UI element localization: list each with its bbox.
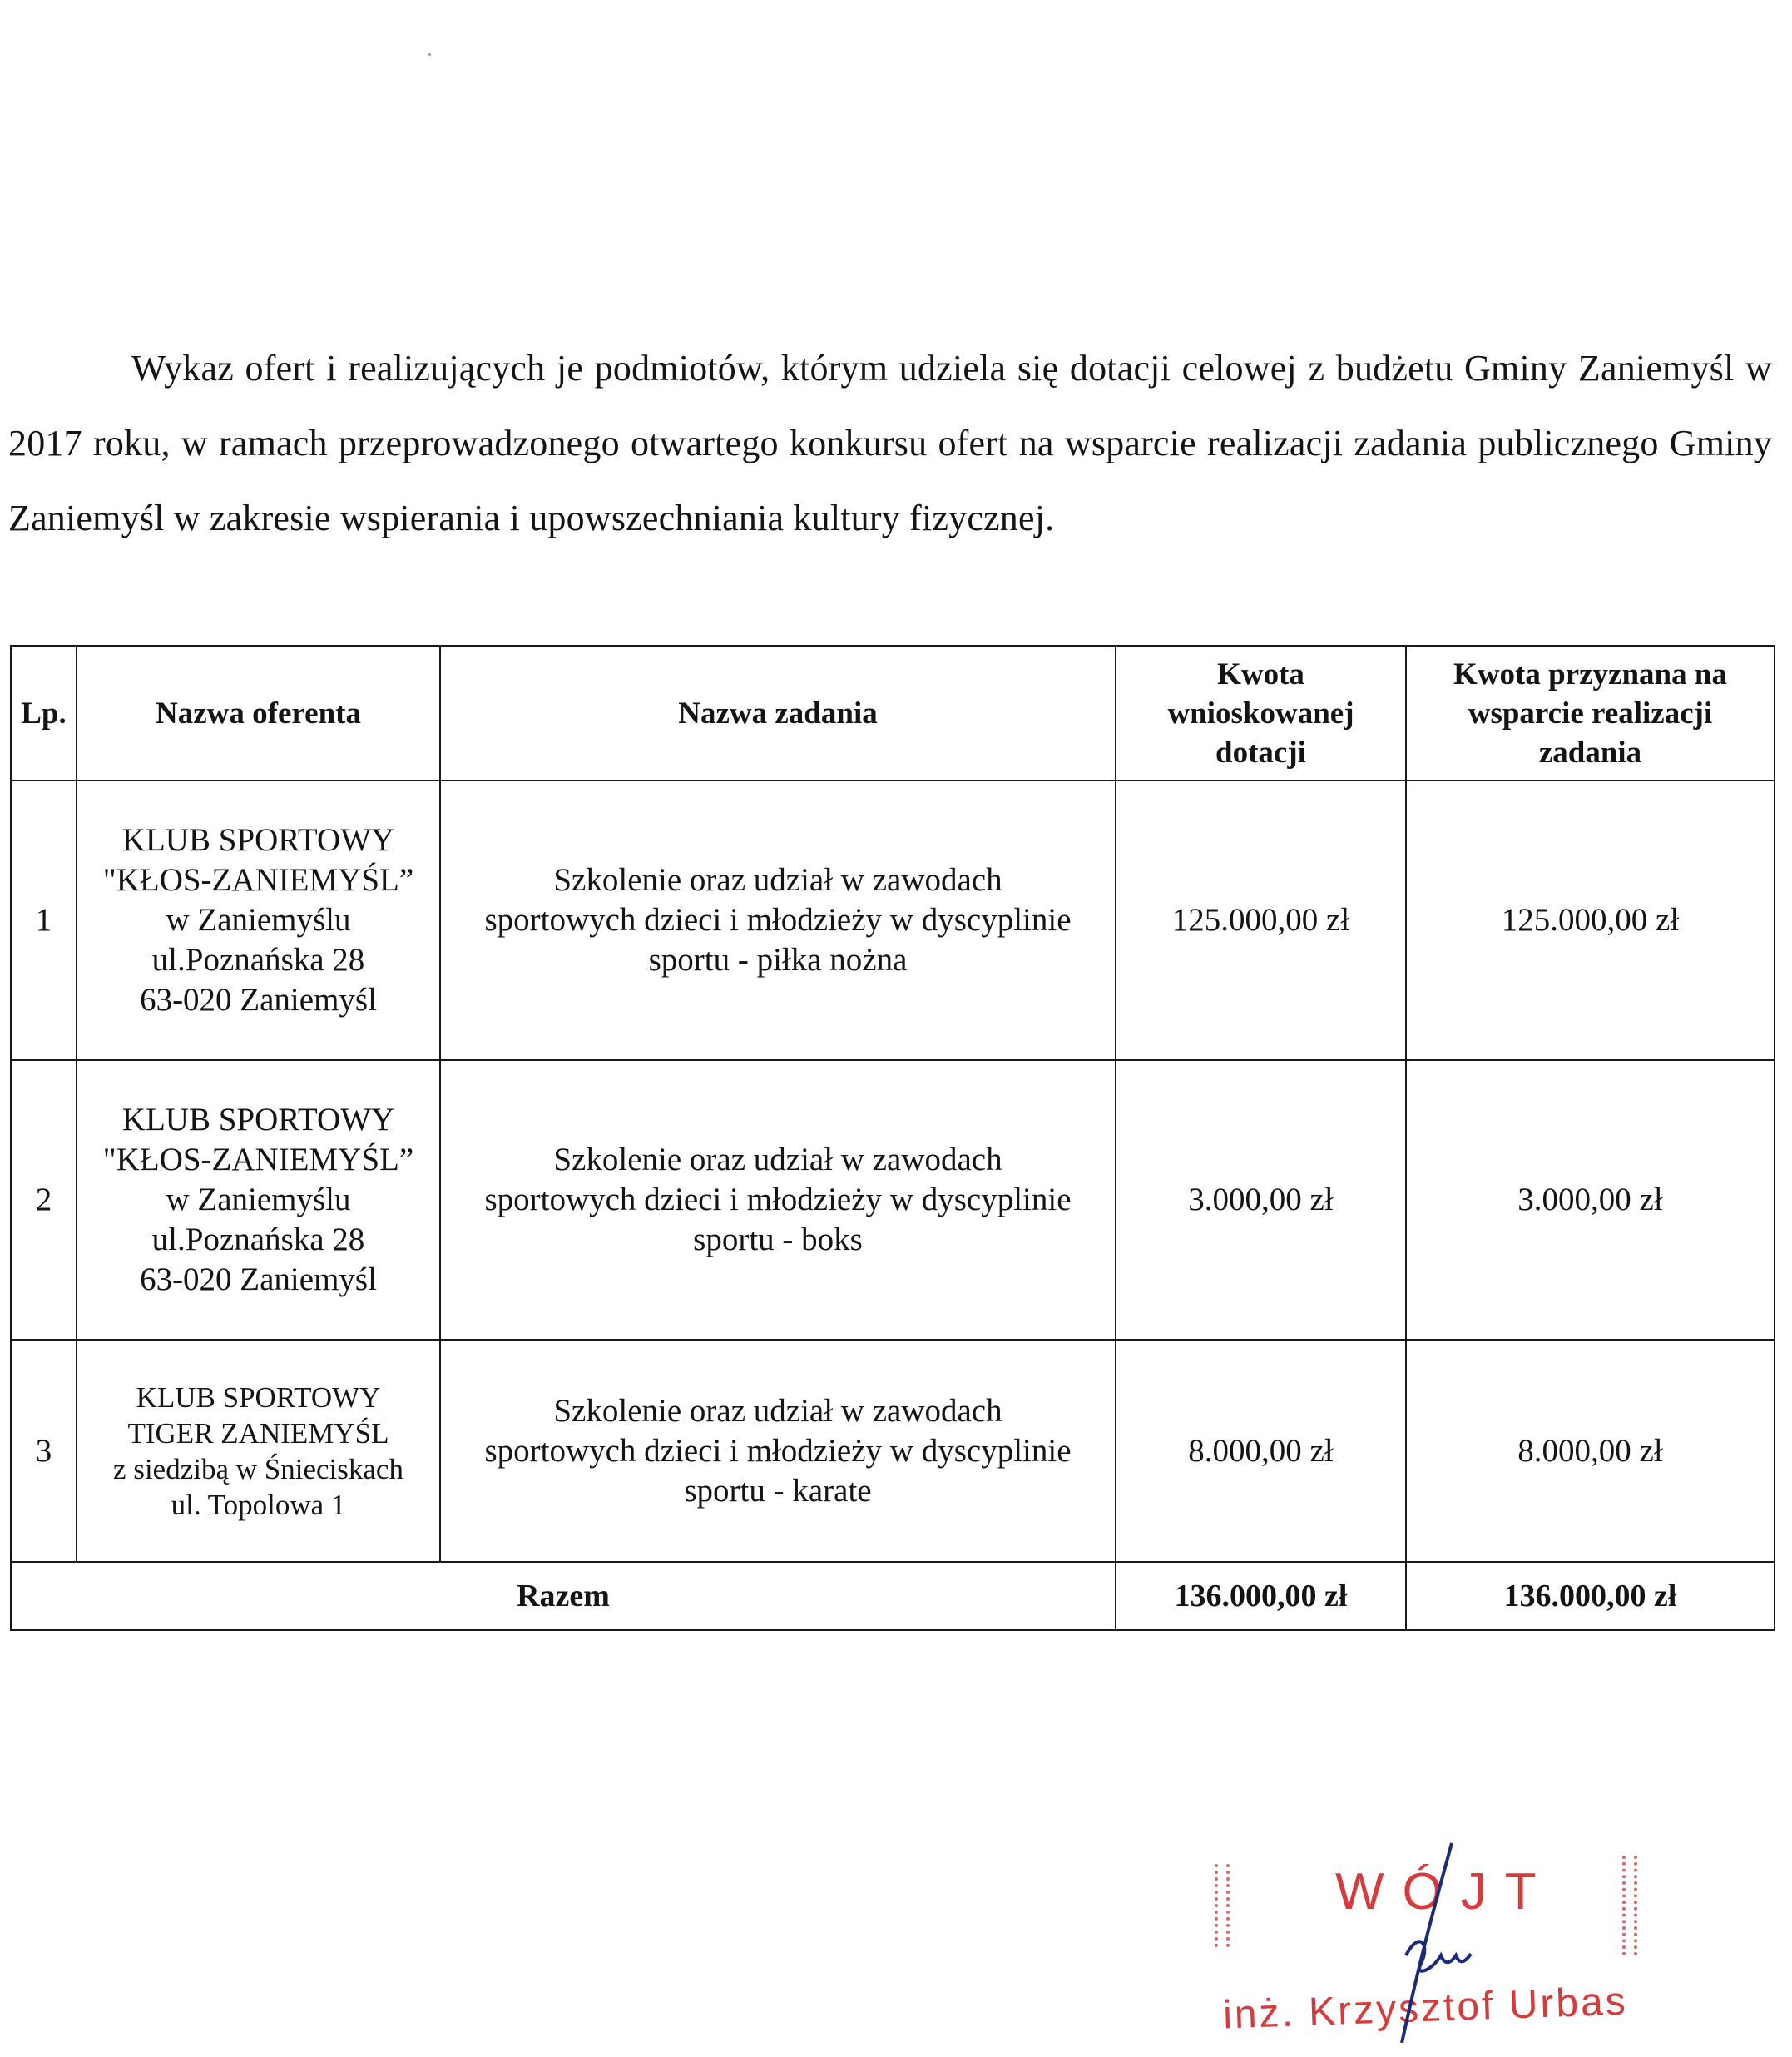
scan-speck: [428, 53, 431, 56]
stamp-title: WÓJT: [1335, 1863, 1555, 1921]
stamp-tick-marks: [1215, 1864, 1230, 1947]
total-granted: 136.000,00 zł: [1406, 1562, 1775, 1630]
cell-requested: 3.000,00 zł: [1116, 1060, 1406, 1340]
stamp-tick-marks: [1622, 1856, 1637, 1955]
cell-task: [440, 1060, 1116, 1340]
total-label: Razem: [11, 1562, 1116, 1630]
cell-lp: 1: [11, 781, 77, 1060]
table-header-row: [11, 646, 1775, 781]
offerent-line: w Zaniemyślu: [166, 1182, 351, 1217]
offerent-line: 63-020 Zaniemyśl: [140, 982, 377, 1018]
cell-offerent: [77, 781, 440, 1060]
cell-lp: 3: [11, 1340, 77, 1562]
task-line: Szkolenie oraz udział w zawodach: [553, 1392, 1002, 1429]
table-row: [11, 781, 1775, 1060]
cell-task: [440, 781, 1116, 1060]
cell-granted: 3.000,00 zł: [1406, 1060, 1775, 1340]
header-requested: Kwota wnioskowanej dotacji: [1116, 646, 1406, 781]
cell-task: [440, 1340, 1116, 1562]
intro-paragraph: Wykaz ofert i realizujących je podmiotów, którym udziela się dotacji celowej z budżetu Gminy Zaniemyśl w 2017 roku, w ramach przeprowadzonego otwartego konkursu ofert na wsparcie realizacji zadania publicznego Gminy Zaniemyśl w zakresie wspierania i upowszechniania kultury fizycznej.: [8, 348, 1772, 538]
task-line: Szkolenie oraz udział w zawodach: [553, 1142, 1002, 1177]
handwritten-signature: [1373, 1839, 1481, 2047]
header-task: Nazwa zadania: [440, 646, 1116, 781]
offerent-line: "KŁOS-ZANIEMYŚL”: [102, 1142, 414, 1177]
task-line: sportowych dzieci i młodzieży w dyscyplinie: [484, 1182, 1072, 1217]
task-line: sportu - piłka nożna: [648, 942, 908, 978]
offers-table: [10, 645, 1775, 1631]
offerent-line: "KŁOS-ZANIEMYŚL”: [102, 862, 414, 898]
cell-requested: 8.000,00 zł: [1116, 1340, 1406, 1562]
task-line: sportu - boks: [693, 1222, 863, 1257]
cell-offerent: [77, 1060, 440, 1340]
task-line: sportowych dzieci i młodzieży w dyscyplinie: [484, 1432, 1072, 1469]
official-stamp: [1198, 1839, 1697, 2047]
offerent-line: KLUB SPORTOWY: [136, 1380, 381, 1414]
offerent-line: w Zaniemyślu: [166, 902, 351, 938]
table-row: [11, 1060, 1775, 1340]
total-requested: 136.000,00 zł: [1116, 1562, 1406, 1630]
cell-offerent: [77, 1340, 440, 1562]
offerent-line: z siedzibą w Śnieciskach: [113, 1452, 403, 1485]
offerent-line: KLUB SPORTOWY: [121, 822, 395, 858]
task-line: sportowych dzieci i młodzieży w dyscyplinie: [484, 902, 1072, 938]
cell-lp: 2: [11, 1060, 77, 1340]
offerent-line: TIGER ZANIEMYŚL: [127, 1416, 389, 1450]
offerent-line: 63-020 Zaniemyśl: [140, 1261, 377, 1297]
stamp-name: inż. Krzysztof Urbas: [1222, 1979, 1629, 2038]
cell-granted: 125.000,00 zł: [1406, 781, 1775, 1060]
offerent-line: ul.Poznańska 28: [151, 942, 365, 978]
cell-granted: 8.000,00 zł: [1406, 1340, 1775, 1562]
header-offerent: Nazwa oferenta: [77, 646, 440, 781]
task-line: sportu - karate: [684, 1472, 872, 1509]
cell-requested: 125.000,00 zł: [1116, 781, 1406, 1060]
header-lp: Lp.: [11, 646, 77, 781]
offerent-line: KLUB SPORTOWY: [121, 1102, 395, 1138]
table-row: [11, 1340, 1775, 1562]
offerent-line: ul.Poznańska 28: [151, 1222, 365, 1257]
header-granted: Kwota przyznana na wsparcie realizacji zadania: [1406, 646, 1775, 781]
task-line: Szkolenie oraz udział w zawodach: [553, 862, 1002, 898]
offerent-line: ul. Topolowa 1: [171, 1488, 346, 1521]
total-row: [11, 1562, 1775, 1630]
